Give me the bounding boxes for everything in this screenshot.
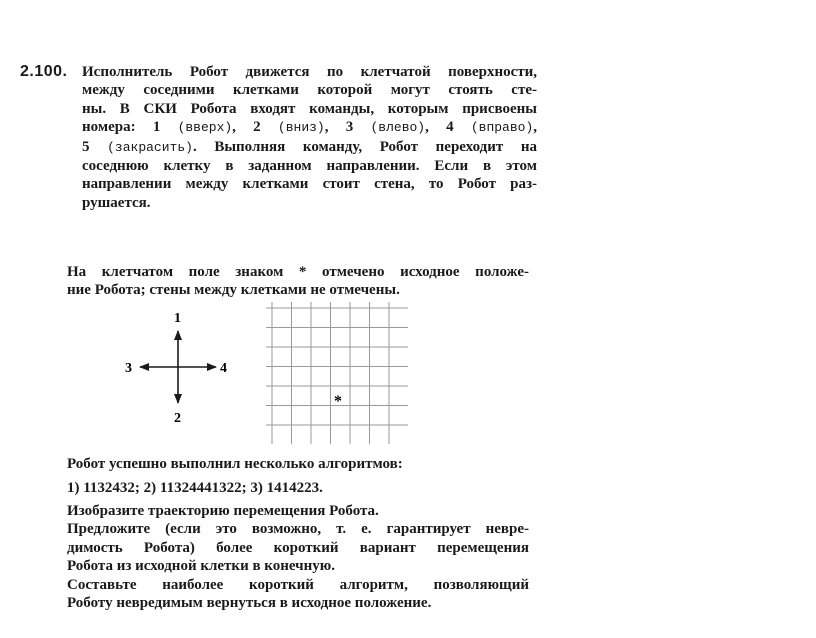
intro-line: рушается. [82,194,151,211]
task-line: Изобразите траекторию перемещения Робота. [67,503,379,519]
algorithms-intro: Робот успешно выполнил несколько алгоритмов: [67,456,403,472]
intro-line: Исполнитель Робот движется по клетчатой поверхности, [82,64,537,80]
intro-line: соседнюю клетку в заданном направлении. Если в этом [82,158,537,175]
intro-line-commands: 5 (закрасить). Выполняя команду, Робот переходит на [82,138,538,155]
label-left: 3 [125,361,132,376]
problem-intro [82,63,537,212]
grid-field [266,302,416,452]
field-description [67,263,529,300]
task-line: Роботу невредимым вернуться в исходное положение. [67,595,432,612]
problem-number: 2.100. [20,63,68,80]
field-line: ние Робота; стены между клетками не отмечены. [67,282,400,299]
label-right: 4 [220,361,227,376]
intro-line: ны. В СКИ Робота входят команды, которым присвоены [82,100,537,117]
label-down: 2 [174,411,181,426]
robot-start-marker: * [334,393,342,410]
task-line: Составьте наиболее короткий алгоритм, позволяющий [67,576,529,593]
intro-line-commands: номера: 1 (вверх), 2 (вниз), 3 (влево), 4 (вправо), [82,119,538,136]
task-line: Робота из исходной клетки в конечную. [67,558,335,575]
field-line: На клетчатом поле знаком * отмечено исходное положе- [67,264,529,280]
tasks [67,502,529,612]
task-line: Предложите (если это возможно, т. е. гарантирует невре- [67,521,529,538]
intro-line: направлении между клетками стоит стена, то Робот раз- [82,176,537,193]
label-up: 1 [174,311,181,326]
direction-compass [120,306,240,426]
intro-line: между соседними клетками которой могут стоять сте- [82,82,537,99]
task-line: димость Робота) более короткий вариант перемещения [67,539,529,556]
algorithms-list: 1) 1132432; 2) 11324441322; 3) 1414223. [67,480,323,496]
